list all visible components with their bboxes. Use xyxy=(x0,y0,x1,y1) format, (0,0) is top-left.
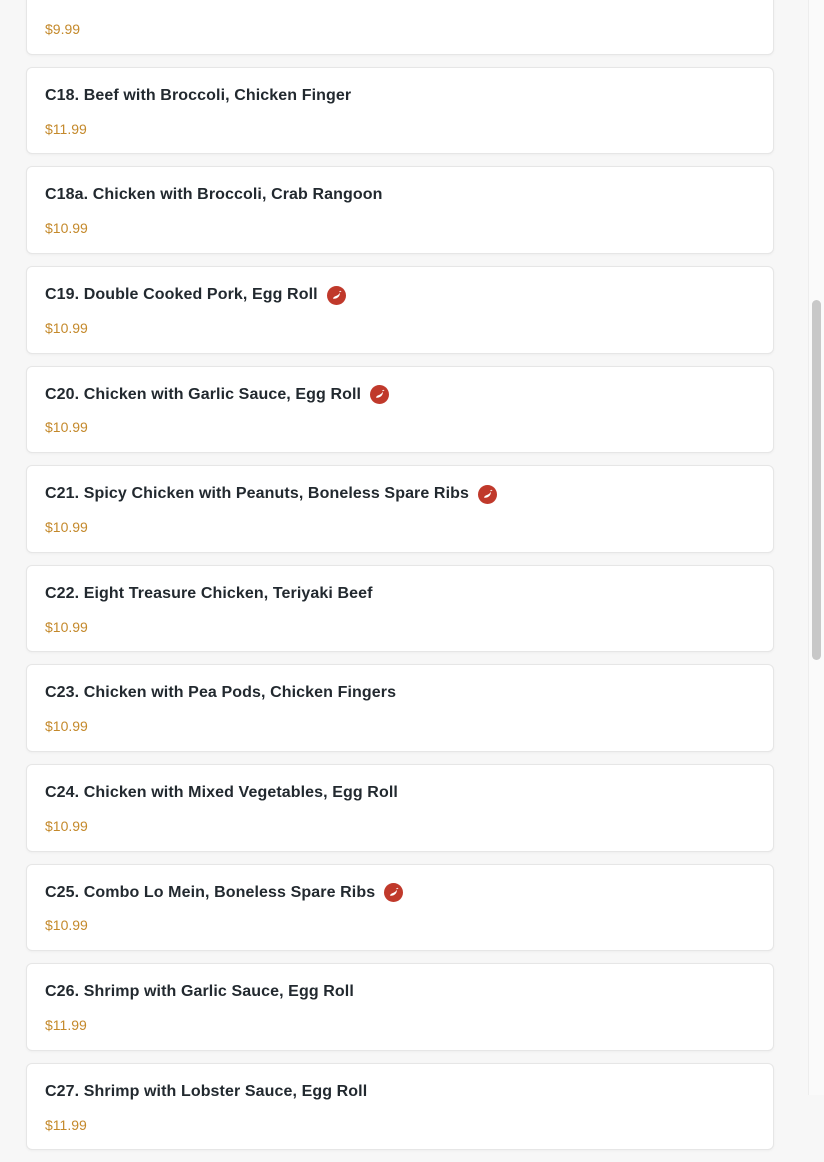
menu-item-price: $11.99 xyxy=(45,120,87,137)
menu-item-title-row xyxy=(45,982,755,1003)
menu-item-name: C20. Chicken with Garlic Sauce, Egg Roll xyxy=(45,385,362,403)
menu-item-title-row xyxy=(45,683,755,704)
menu-item-card[interactable] xyxy=(26,67,774,155)
menu-item-card[interactable] xyxy=(26,565,774,653)
menu-item-name: C19. Double Cooked Pork, Egg Roll xyxy=(45,285,318,303)
menu-item-name: C22. Eight Treasure Chicken, Teriyaki Beef xyxy=(45,584,373,602)
menu-item-name: C21. Spicy Chicken with Peanuts, Boneless Spare Ribs xyxy=(45,485,470,503)
menu-item-title-row xyxy=(45,1082,755,1103)
menu-item-price: $10.99 xyxy=(45,917,88,934)
menu-item-name: C26. Shrimp with Garlic Sauce, Egg Roll xyxy=(45,983,354,1001)
menu-item-card[interactable] xyxy=(26,266,774,354)
menu-item-price: $10.99 xyxy=(45,319,88,336)
menu-item-card[interactable] xyxy=(26,864,774,952)
vertical-scrollbar[interactable] xyxy=(808,0,824,1095)
menu-item-title-row xyxy=(45,584,755,605)
menu-item-card[interactable] xyxy=(26,166,774,254)
menu-item-card[interactable] xyxy=(26,764,774,852)
spicy-pepper-icon xyxy=(370,385,389,404)
menu-item-price: $10.99 xyxy=(45,817,88,834)
menu-item-price: $10.99 xyxy=(45,220,88,237)
menu-item-price: $11.99 xyxy=(45,1116,87,1133)
menu-item-name: C24. Chicken with Mixed Vegetables, Egg Roll xyxy=(45,783,398,801)
menu-item-title-row xyxy=(45,883,755,904)
menu-item-price: $10.99 xyxy=(45,419,88,436)
menu-item-title-row xyxy=(45,86,755,107)
menu-item-name: C23. Chicken with Pea Pods, Chicken Fingers xyxy=(45,684,397,702)
menu-item-title-row xyxy=(45,385,755,406)
menu-item-name: C18a. Chicken with Broccoli, Crab Rangoon xyxy=(45,186,383,204)
menu-item-card[interactable] xyxy=(26,366,774,454)
menu-item-card[interactable] xyxy=(26,465,774,553)
menu-item-card[interactable] xyxy=(26,0,774,55)
menu-item-name: C25. Combo Lo Mein, Boneless Spare Ribs xyxy=(45,883,376,901)
menu-item-card[interactable] xyxy=(26,664,774,752)
menu-item-name: C27. Shrimp with Lobster Sauce, Egg Roll xyxy=(45,1082,368,1100)
menu-item-title-row xyxy=(45,185,755,206)
menu-item-name: C18. Beef with Broccoli, Chicken Finger xyxy=(45,86,352,104)
spicy-pepper-icon xyxy=(384,883,403,902)
menu-item-title-row xyxy=(45,285,755,306)
menu-item-title-row xyxy=(45,783,755,804)
scrollbar-thumb[interactable] xyxy=(812,300,821,660)
menu-item-price: $10.99 xyxy=(45,518,88,535)
spicy-pepper-icon xyxy=(327,286,346,305)
menu-item-price: $9.99 xyxy=(45,21,81,37)
spicy-pepper-icon xyxy=(478,485,497,504)
menu-item-card[interactable] xyxy=(26,1063,774,1151)
menu-item-card[interactable] xyxy=(26,963,774,1051)
menu-item-price: $10.99 xyxy=(45,618,88,635)
menu-item-title-row xyxy=(45,484,755,505)
menu-item-price: $10.99 xyxy=(45,718,88,735)
menu-item-price: $11.99 xyxy=(45,1016,87,1033)
